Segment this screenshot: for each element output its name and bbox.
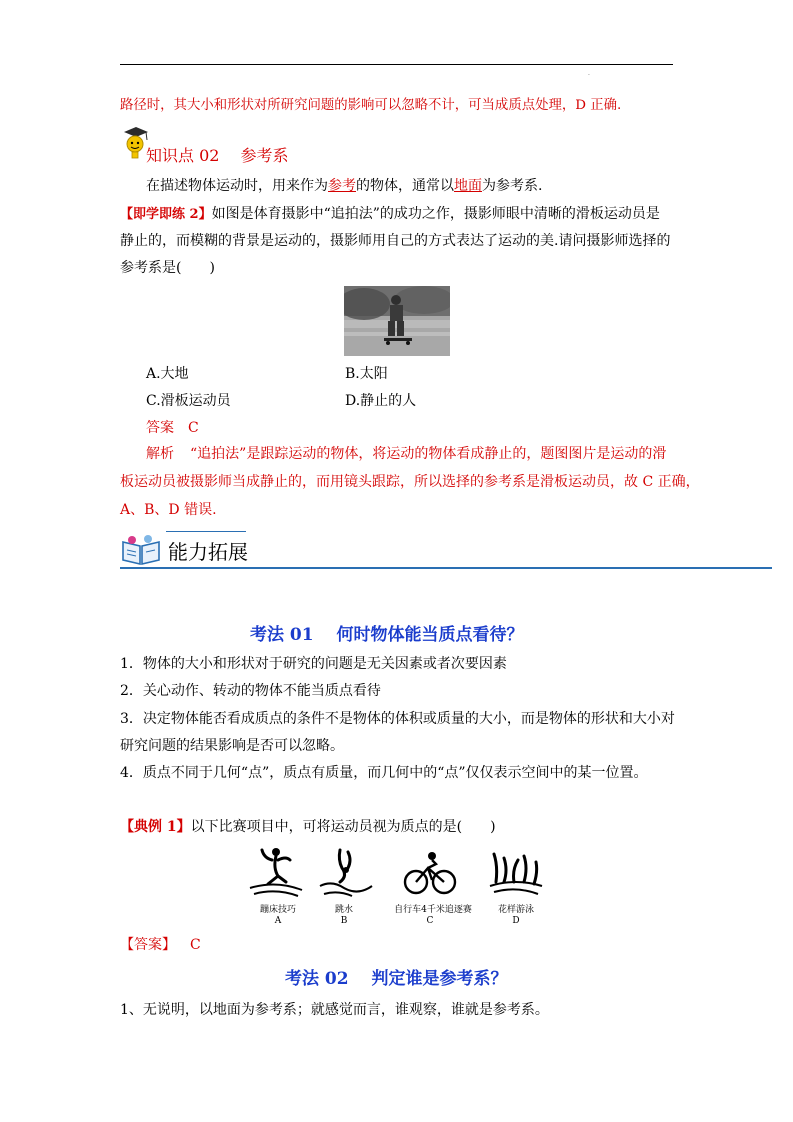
exercise-tag: 【即学即练 2】 (120, 207, 212, 222)
analysis-text-3: A、B、D 错误. (120, 502, 217, 518)
answer-label: 答案 (146, 420, 174, 436)
analysis-text-2: 板运动员被摄影师当成静止的，而用镜头跟踪，所以选择的参考系是滑板运动员，故 C 正确， (120, 474, 700, 490)
sport-caption-b: 跳水 (334, 905, 353, 915)
option-d: D.静止的人 (345, 393, 417, 409)
sports-figure (242, 846, 542, 930)
definition-pre: 在描述物体运动时，用来作为 (146, 178, 328, 194)
method2-line-1: 1、无说明，以地面为参考系；就感觉而言，谁观察，谁就是参考系。 (120, 1002, 549, 1018)
sport-letter-c: C (426, 916, 434, 926)
definition-mid: 的物体，通常以 (356, 178, 454, 194)
cycling-icon (402, 850, 458, 898)
method1-point-3-cont: 研究问题的结果影响是否可以忽略。 (120, 738, 344, 754)
example1-answer-label: 【答案】 (120, 937, 176, 953)
book-icon (120, 534, 162, 566)
trampoline-icon (246, 846, 306, 898)
example1-stem: 以下比赛项目中，可将运动员视为质点的是( ) (190, 819, 496, 835)
definition-post: 为参考系. (482, 178, 543, 194)
ability-title: 能力拓展 (168, 540, 248, 564)
exercise-stem-3: 参考系是( ) (120, 260, 215, 276)
method1-point-2: 2．关心动作、转动的物体不能当质点看待 (120, 683, 381, 699)
sport-letter-a: A (274, 916, 282, 926)
example1-answer (120, 935, 201, 955)
answer-value: C (188, 420, 199, 436)
sport-caption-a: 蹦床技巧 (259, 905, 296, 915)
analysis-text-1: “追拍法”是跟踪运动的物体，将运动的物体看成静止的，题图图片是运动的滑 (190, 446, 667, 462)
example1-line (120, 817, 496, 837)
sport-letter-b: B (340, 916, 348, 926)
definition-term-ground: 地面 (454, 178, 482, 194)
option-a: A.大地 (146, 366, 189, 382)
sport-caption-d: 花样游泳 (497, 905, 534, 915)
ability-title-rule (166, 531, 246, 532)
exercise-answer (146, 418, 199, 438)
analysis-line-1 (146, 444, 666, 464)
synchronized-swimming-icon (488, 846, 544, 898)
option-b: B.太阳 (345, 366, 388, 382)
skateboarder-photo (344, 286, 450, 356)
method1-point-4: 4．质点不同于几何“点”，质点有质量，而几何中的“点”仅仅表示空间中的某一位置。 (120, 765, 648, 781)
example1-answer-value: C (190, 937, 201, 953)
method1-title: 考法 01 何时物体能当质点看待？ (250, 625, 524, 645)
definition-term-reference: 参考 (328, 178, 356, 194)
sport-caption-c: 自行车4千米追逐赛 (394, 905, 472, 915)
corner-mark: . (588, 70, 590, 77)
analysis-label: 解析 (146, 446, 174, 462)
intro-line: 路径时，其大小和形状对所研究问题的影响可以忽略不计，可当成质点处理，D 正确. (120, 98, 622, 113)
method1-point-3: 3．决定物体能否看成质点的条件不是物体的体积或质量的大小，而是物体的形状和大小对 (120, 711, 675, 727)
knowledge-point-title: 知识点 02 参考系 (146, 146, 289, 165)
knowledge-point-definition (146, 176, 542, 196)
sport-letter-d: D (512, 916, 520, 926)
exercise-stem-1: 如图是体育摄影中“追拍法”的成功之作，摄影师眼中清晰的滑板运动员是 (211, 206, 660, 222)
diving-icon (318, 846, 374, 898)
method1-point-1: 1．物体的大小和形状对于研究的问题是无关因素或者次要因素 (120, 656, 507, 672)
example1-tag: 【典例 1】 (120, 819, 191, 835)
ability-divider (120, 567, 772, 569)
method2-title: 考法 02 判定谁是参考系？ (285, 969, 508, 989)
header-rule (120, 64, 673, 65)
exercise-line-1 (120, 204, 660, 225)
exercise-stem-2: 静止的，而模糊的背景是运动的，摄影师用自己的方式表达了运动的美.请问摄影师选择的 (120, 233, 671, 249)
option-c: C.滑板运动员 (146, 393, 231, 409)
